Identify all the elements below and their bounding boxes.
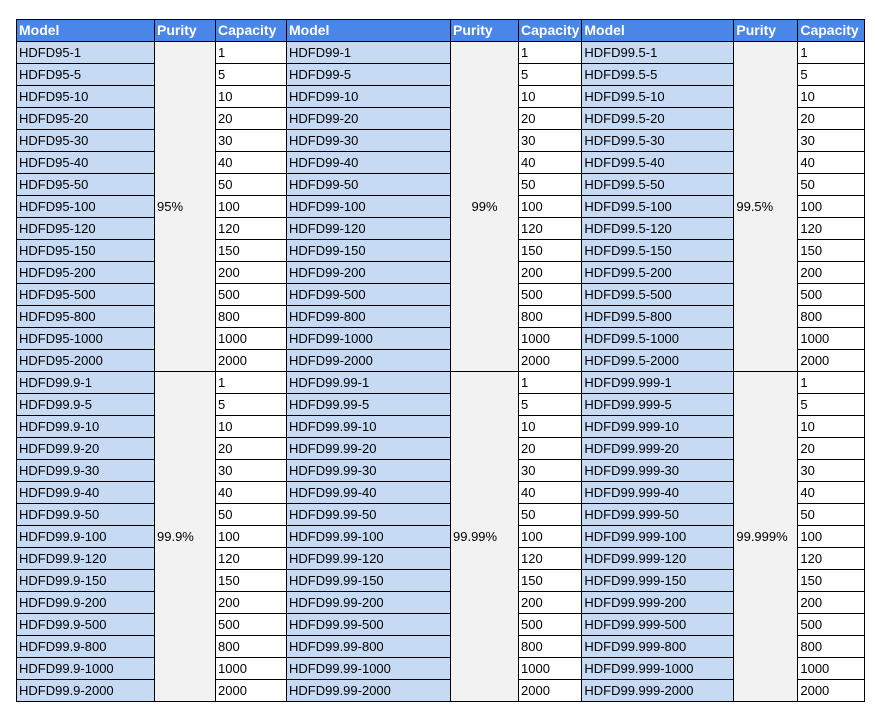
model-cell: HDFD99.99-800 [287,636,451,658]
capacity-cell: 20 [798,438,865,460]
model-cell: HDFD99.9-10 [17,416,155,438]
model-cell: HDFD99-100 [287,196,451,218]
model-cell: HDFD99-30 [287,130,451,152]
model-cell: HDFD99.9-40 [17,482,155,504]
header-purity-1: Purity [155,20,216,42]
model-cell: HDFD99.5-10 [582,86,734,108]
model-cell: HDFD99.9-1 [17,372,155,394]
capacity-cell: 800 [519,306,582,328]
capacity-cell: 200 [216,592,287,614]
purity-cell: 99.99% [451,372,519,702]
capacity-cell: 5 [798,64,865,86]
model-cell: HDFD99.9-800 [17,636,155,658]
model-cell: HDFD99-2000 [287,350,451,372]
model-cell: HDFD99.9-500 [17,614,155,636]
capacity-cell: 1 [216,372,287,394]
capacity-cell: 20 [519,438,582,460]
model-cell: HDFD99.5-120 [582,218,734,240]
model-cell: HDFD99.5-100 [582,196,734,218]
capacity-cell: 5 [216,394,287,416]
model-cell: HDFD99.99-120 [287,548,451,570]
purity-cell: 95% [155,42,216,372]
model-cell: HDFD99.9-200 [17,592,155,614]
capacity-cell: 40 [519,482,582,504]
purity-cell: 99.5% [734,42,798,372]
model-cell: HDFD95-120 [17,218,155,240]
model-cell: HDFD99.5-500 [582,284,734,306]
capacity-cell: 30 [798,130,865,152]
model-cell: HDFD95-10 [17,86,155,108]
spec-table [16,19,865,702]
model-cell: HDFD95-5 [17,64,155,86]
model-cell: HDFD95-2000 [17,350,155,372]
header-model-2: Model [287,20,451,42]
capacity-cell: 800 [798,636,865,658]
capacity-cell: 10 [216,86,287,108]
table-body [17,42,865,702]
capacity-cell: 120 [519,548,582,570]
capacity-cell: 500 [216,614,287,636]
capacity-cell: 100 [798,196,865,218]
capacity-cell: 1000 [519,658,582,680]
model-cell: HDFD99-1000 [287,328,451,350]
capacity-cell: 1 [216,42,287,64]
model-cell: HDFD99.999-30 [582,460,734,482]
model-cell: HDFD99-20 [287,108,451,130]
capacity-cell: 1000 [798,658,865,680]
capacity-cell: 40 [216,482,287,504]
model-cell: HDFD99.99-30 [287,460,451,482]
capacity-cell: 5 [216,64,287,86]
model-cell: HDFD99.9-100 [17,526,155,548]
capacity-cell: 2000 [519,680,582,702]
capacity-cell: 10 [798,416,865,438]
capacity-cell: 100 [519,526,582,548]
capacity-cell: 200 [519,262,582,284]
model-cell: HDFD99.999-200 [582,592,734,614]
model-cell: HDFD99.5-40 [582,152,734,174]
model-cell: HDFD99.5-30 [582,130,734,152]
capacity-cell: 2000 [216,350,287,372]
capacity-cell: 800 [519,636,582,658]
model-cell: HDFD99.99-20 [287,438,451,460]
capacity-cell: 200 [798,262,865,284]
model-cell: HDFD99.9-50 [17,504,155,526]
capacity-cell: 10 [519,416,582,438]
capacity-cell: 150 [519,240,582,262]
model-cell: HDFD95-200 [17,262,155,284]
model-cell: HDFD99.999-800 [582,636,734,658]
capacity-cell: 30 [519,460,582,482]
model-cell: HDFD95-50 [17,174,155,196]
model-cell: HDFD99.5-1 [582,42,734,64]
model-cell: HDFD99.999-500 [582,614,734,636]
capacity-cell: 50 [216,504,287,526]
model-cell: HDFD95-30 [17,130,155,152]
capacity-cell: 1000 [798,328,865,350]
header-row [17,20,865,42]
purity-cell: 99.999% [734,372,798,702]
model-cell: HDFD99-500 [287,284,451,306]
capacity-cell: 120 [798,218,865,240]
model-cell: HDFD95-500 [17,284,155,306]
capacity-cell: 150 [798,240,865,262]
model-cell: HDFD99.5-5 [582,64,734,86]
model-cell: HDFD99.9-30 [17,460,155,482]
model-cell: HDFD99.99-100 [287,526,451,548]
capacity-cell: 120 [216,548,287,570]
header-capacity-1: Capacity [216,20,287,42]
header-purity-3: Purity [734,20,798,42]
model-cell: HDFD99.9-120 [17,548,155,570]
model-cell: HDFD95-20 [17,108,155,130]
purity-cell: 99% [451,42,519,372]
capacity-cell: 200 [216,262,287,284]
model-cell: HDFD99-1 [287,42,451,64]
model-cell: HDFD99.99-500 [287,614,451,636]
capacity-cell: 2000 [798,350,865,372]
capacity-cell: 500 [216,284,287,306]
model-cell: HDFD99-800 [287,306,451,328]
model-cell: HDFD99.99-5 [287,394,451,416]
model-cell: HDFD99-120 [287,218,451,240]
capacity-cell: 10 [519,86,582,108]
model-cell: HDFD95-100 [17,196,155,218]
model-cell: HDFD95-1000 [17,328,155,350]
capacity-cell: 1000 [519,328,582,350]
capacity-cell: 200 [519,592,582,614]
capacity-cell: 100 [798,526,865,548]
capacity-cell: 1000 [216,658,287,680]
capacity-cell: 100 [216,196,287,218]
model-cell: HDFD99-50 [287,174,451,196]
model-cell: HDFD99.999-150 [582,570,734,592]
capacity-cell: 500 [519,614,582,636]
capacity-cell: 50 [216,174,287,196]
model-cell: HDFD99-200 [287,262,451,284]
capacity-cell: 100 [519,196,582,218]
capacity-cell: 30 [519,130,582,152]
capacity-cell: 500 [798,284,865,306]
capacity-cell: 10 [798,86,865,108]
capacity-cell: 800 [216,636,287,658]
capacity-cell: 500 [798,614,865,636]
model-cell: HDFD99.99-40 [287,482,451,504]
capacity-cell: 2000 [216,680,287,702]
capacity-cell: 30 [216,460,287,482]
capacity-cell: 40 [798,482,865,504]
model-cell: HDFD95-1 [17,42,155,64]
model-cell: HDFD99.999-20 [582,438,734,460]
capacity-cell: 50 [798,174,865,196]
capacity-cell: 1 [798,42,865,64]
capacity-cell: 150 [216,570,287,592]
capacity-cell: 2000 [798,680,865,702]
model-cell: HDFD99.5-150 [582,240,734,262]
capacity-cell: 800 [798,306,865,328]
capacity-cell: 1 [798,372,865,394]
capacity-cell: 150 [216,240,287,262]
header-model-3: Model [582,20,734,42]
model-cell: HDFD99.5-2000 [582,350,734,372]
model-cell: HDFD99.99-1000 [287,658,451,680]
capacity-cell: 20 [216,438,287,460]
model-cell: HDFD99.5-800 [582,306,734,328]
capacity-cell: 50 [519,174,582,196]
model-cell: HDFD99.99-2000 [287,680,451,702]
capacity-cell: 40 [798,152,865,174]
model-cell: HDFD99.9-5 [17,394,155,416]
model-cell: HDFD99.999-1000 [582,658,734,680]
capacity-cell: 500 [519,284,582,306]
model-cell: HDFD95-40 [17,152,155,174]
capacity-cell: 5 [519,64,582,86]
capacity-cell: 2000 [519,350,582,372]
capacity-cell: 200 [798,592,865,614]
model-cell: HDFD99.5-50 [582,174,734,196]
capacity-cell: 120 [519,218,582,240]
table-row [17,372,865,394]
capacity-cell: 50 [798,504,865,526]
model-cell: HDFD99.999-1 [582,372,734,394]
model-cell: HDFD99-5 [287,64,451,86]
model-cell: HDFD99.999-10 [582,416,734,438]
capacity-cell: 20 [798,108,865,130]
model-cell: HDFD99.999-40 [582,482,734,504]
capacity-cell: 150 [519,570,582,592]
capacity-cell: 30 [216,130,287,152]
capacity-cell: 1 [519,42,582,64]
model-cell: HDFD99.9-150 [17,570,155,592]
capacity-cell: 10 [216,416,287,438]
model-cell: HDFD99-150 [287,240,451,262]
capacity-cell: 30 [798,460,865,482]
model-cell: HDFD99.999-100 [582,526,734,548]
header-capacity-3: Capacity [798,20,865,42]
capacity-cell: 50 [519,504,582,526]
spec-table-container [16,19,865,702]
model-cell: HDFD95-800 [17,306,155,328]
capacity-cell: 150 [798,570,865,592]
header-model-1: Model [17,20,155,42]
header-purity-2: Purity [451,20,519,42]
model-cell: HDFD99.99-50 [287,504,451,526]
model-cell: HDFD99.999-2000 [582,680,734,702]
capacity-cell: 100 [216,526,287,548]
table-row [17,42,865,64]
model-cell: HDFD99.999-120 [582,548,734,570]
model-cell: HDFD99.99-1 [287,372,451,394]
model-cell: HDFD99.999-50 [582,504,734,526]
model-cell: HDFD99.5-200 [582,262,734,284]
capacity-cell: 40 [519,152,582,174]
header-capacity-2: Capacity [519,20,582,42]
model-cell: HDFD99.5-1000 [582,328,734,350]
model-cell: HDFD99.99-150 [287,570,451,592]
model-cell: HDFD99-40 [287,152,451,174]
capacity-cell: 20 [216,108,287,130]
capacity-cell: 40 [216,152,287,174]
model-cell: HDFD99.9-2000 [17,680,155,702]
model-cell: HDFD99.9-20 [17,438,155,460]
capacity-cell: 120 [216,218,287,240]
model-cell: HDFD99.9-1000 [17,658,155,680]
capacity-cell: 20 [519,108,582,130]
model-cell: HDFD99.99-10 [287,416,451,438]
purity-cell: 99.9% [155,372,216,702]
capacity-cell: 800 [216,306,287,328]
capacity-cell: 5 [798,394,865,416]
capacity-cell: 120 [798,548,865,570]
model-cell: HDFD99-10 [287,86,451,108]
model-cell: HDFD99.5-20 [582,108,734,130]
capacity-cell: 1 [519,372,582,394]
model-cell: HDFD99.999-5 [582,394,734,416]
model-cell: HDFD95-150 [17,240,155,262]
capacity-cell: 1000 [216,328,287,350]
model-cell: HDFD99.99-200 [287,592,451,614]
capacity-cell: 5 [519,394,582,416]
